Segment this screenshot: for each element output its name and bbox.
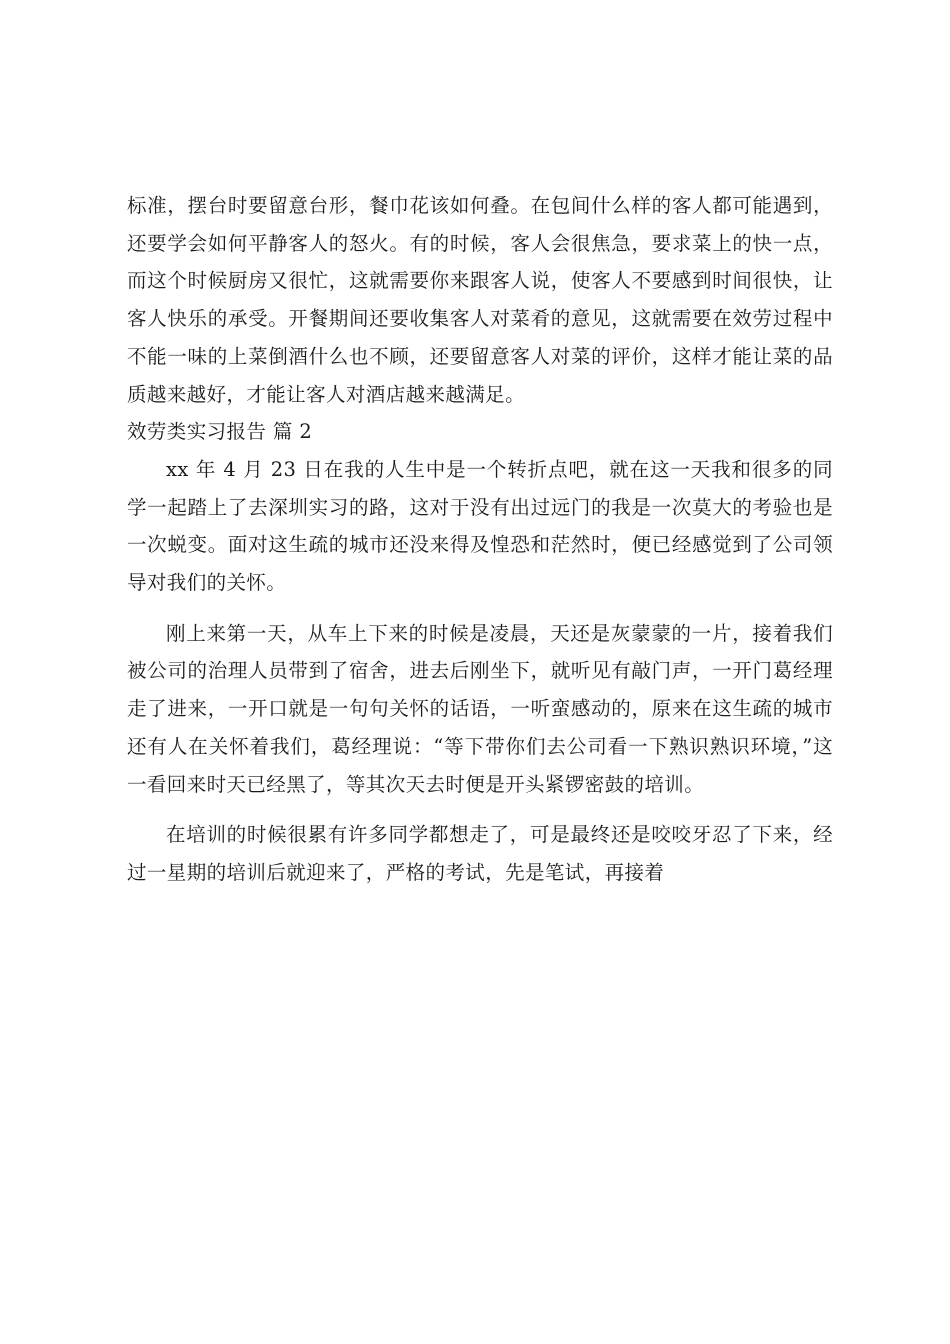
document-body <box>127 187 833 892</box>
paragraph-arrival-date: xx 年 4 月 23 日在我的人生中是一个转折点吧，就在这一天我和很多的同学一起踏上了去深圳实习的路，这对于没有出过远门的我是一次莫大的考验也是一次蜕变。面对这生疏的城市还没来得及惶恐和茫然时，便已经感觉到了公司领导对我们的关怀。 <box>127 457 833 595</box>
paragraph-service-duties: 标准，摆台时要留意台形，餐巾花该如何叠。在包间什么样的客人都可能遇到，还要学会如何平静客人的怒火。有的时候，客人会很焦急，要求菜上的快一点，而这个时候厨房又很忙，这就需要你来跟客人说，使客人不要感到时间很快，让客人快乐的承受。开餐期间还要收集客人对菜肴的意见，这就需要在效劳过程中不能一味的上菜倒酒什么也不顾，还要留意客人对菜的评价，这样才能让菜的品质越来越好，才能让客人对酒店越来越满足。 <box>127 194 833 406</box>
paragraph-training: 在培训的时候很累有许多同学都想走了，可是最终还是咬咬牙忍了下来，经过一星期的培训后就迎来了，严格的考试，先是笔试，再接着 <box>127 823 833 884</box>
paragraph-gap <box>127 602 833 615</box>
section-heading: 效劳类实习报告 篇 2 <box>127 420 313 444</box>
paragraph-first-day: 刚上来第一天，从车上下来的时候是凌晨，天还是灰蒙蒙的一片，接着我们被公司的治理人员带到了宿舍，进去后刚坐下，就听见有敲门声，一开门葛经理走了进来，一开口就是一句句关怀的话语，一听蛮感动的，原来在这生疏的城市还有人在关怀着我们，葛经理说：“等下带你们去公司看一下熟识熟识环境，”这一看回来时天已经黑了，等其次天去时便是开头紧锣密鼓的培训。 <box>127 621 833 796</box>
paragraph-gap <box>127 803 833 816</box>
